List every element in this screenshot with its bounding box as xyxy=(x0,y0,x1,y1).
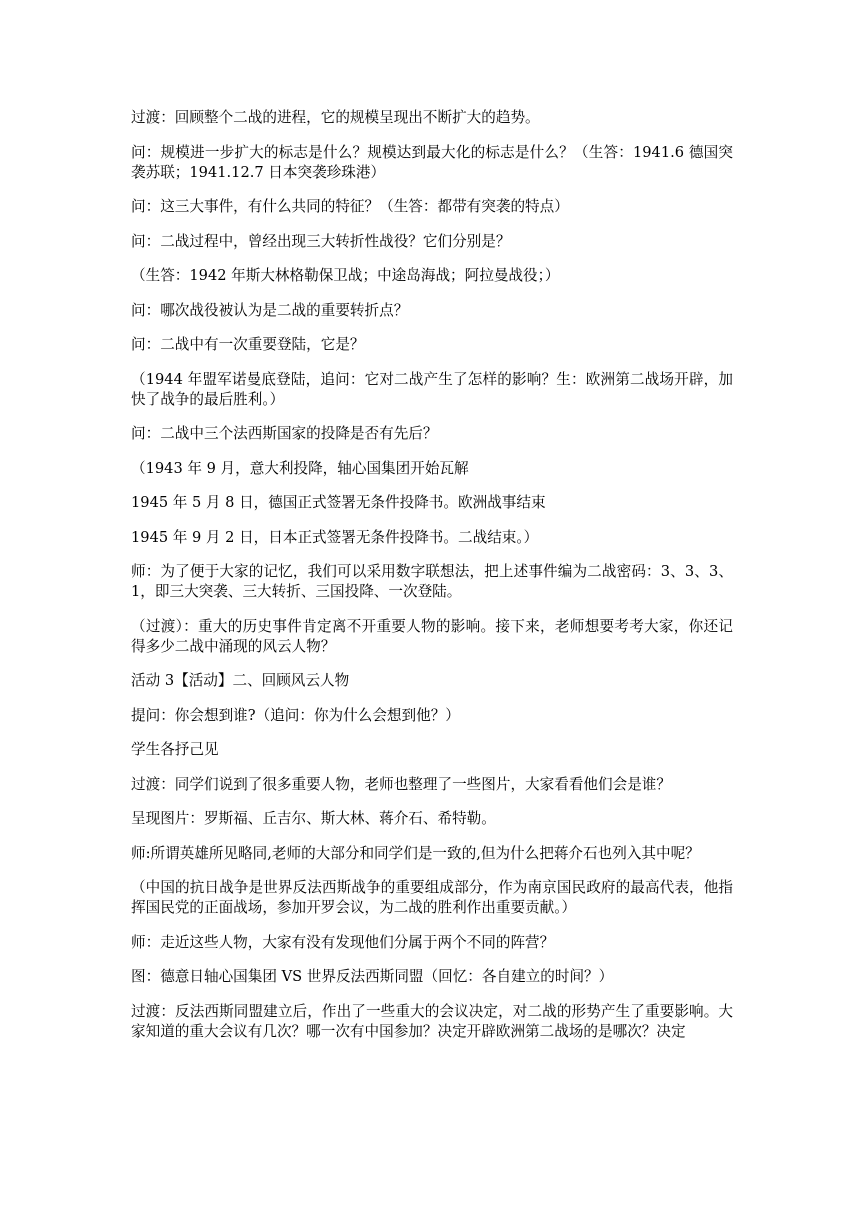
paragraph-germany-surrender: 1945 年 5 月 8 日，德国正式签署无条件投降书。欧洲战事结束 xyxy=(131,494,546,511)
paragraph-japan-surrender: 1945 年 9 月 2 日，日本正式签署无条件投降书。二战结束。） xyxy=(131,528,539,546)
paragraph-italy-surrender: （1943 年 9 月，意大利投降，轴心国集团开始瓦解 xyxy=(131,459,469,477)
paragraph-answer-chiang: （中国的抗日战争是世界反法西斯战争的重要组成部分，作为南京国民政府的最高代表，他指挥国民党的正面战场，参加开罗会议，为二战的胜利作出重要贡献。） xyxy=(131,879,733,916)
paragraph-transition-pictures: 过渡：同学们说到了很多重要人物，老师也整理了一些图片，大家看看他们会是谁？ xyxy=(131,775,671,793)
paragraph-teacher-chiang: 师:所谓英雄所见略同,老师的大部分和同学们是一致的,但为什么把蒋介石也列入其中呢？ xyxy=(131,844,700,862)
paragraph-answer-normandy: （1944 年盟军诺曼底登陆，追问：它对二战产生了怎样的影响？生：欧洲第二战场开辟，加快了战争的最后胜利。） xyxy=(131,370,733,408)
paragraph-students-respond: 学生各抒己见 xyxy=(131,741,219,758)
paragraph-question-surrender-order: 问：二战中三个法西斯国家的投降是否有先后？ xyxy=(131,425,438,442)
paragraph-question-landing: 问：二战中有一次重要登陆，它是？ xyxy=(131,336,365,353)
paragraph-transition-conferences: 过渡：反法西斯同盟建立后，作出了一些重大的会议决定，对二战的形势产生了重要影响。大家知道的重大会议有几次？哪一次有中国参加？决定开辟欧洲第二战场的是哪次？决定 xyxy=(131,1002,733,1040)
paragraph-teacher-two-camps: 师：走近这些人物，大家有没有发现他们分属于两个不同的阵营？ xyxy=(131,933,555,951)
paragraph-activity-heading: 活动 3【活动】二、回顾风云人物 xyxy=(131,672,350,689)
paragraph-question-scale-markers: 问：规模进一步扩大的标志是什么？规模达到最大化的标志是什么？（生答：1941.6 德国突袭苏联；1941.12.7 日本突袭珍珠港） xyxy=(131,143,733,181)
paragraph-answer-turning-battles: （生答：1942 年斯大林格勒保卫战；中途岛海战；阿拉曼战役；） xyxy=(131,267,560,284)
paragraph-question-who: 提问：你会想到谁?（追问：你为什么会想到他？） xyxy=(131,706,460,724)
paragraph-transition-scale: 过渡：回顾整个二战的进程，它的规模呈现出不断扩大的趋势。 xyxy=(131,109,540,126)
paragraph-question-key-battle: 问：哪次战役被认为是二战的重要转折点？ xyxy=(131,301,409,319)
paragraph-question-turning-battles: 问：二战过程中，曾经出现三大转折性战役？它们分别是？ xyxy=(131,232,511,250)
paragraph-show-pictures: 呈现图片：罗斯福、丘吉尔、斯大林、蒋介石、希特勒。 xyxy=(131,810,496,827)
paragraph-question-common-feature: 问：这三大事件，有什么共同的特征？（生答：都带有突袭的特点） xyxy=(131,198,569,215)
paragraph-figure-axis-vs-allies: 图：德意日轴心国集团 VS 世界反法西斯同盟（回忆：各自建立的时间？） xyxy=(131,968,614,985)
document-body xyxy=(131,108,733,1056)
paragraph-teacher-mnemonic: 师：为了便于大家的记忆，我们可以采用数字联想法，把上述事件编为二战密码：3、3、3、1，即三大突袭、三大转折、三国投降、一次登陆。 xyxy=(131,563,733,600)
paragraph-transition-figures: （过渡）：重大的历史事件肯定离不开重要人物的影响。接下来，老师想要考考大家，你还记得多少二战中涌现的风云人物？ xyxy=(131,617,733,655)
